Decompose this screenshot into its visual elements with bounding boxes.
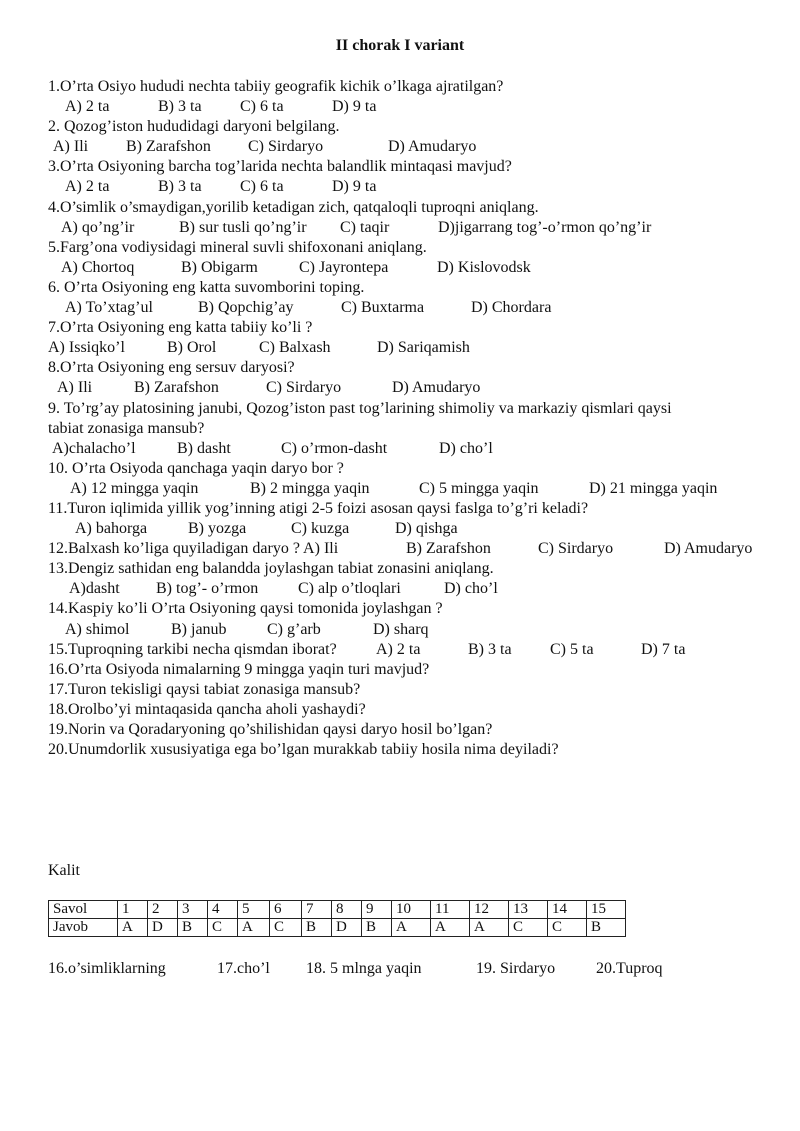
option-c: C) alp o’tloqlari <box>298 580 401 598</box>
option-d: D) Amudaryo <box>664 540 753 558</box>
option-c: C) Jayrontepa <box>299 258 389 276</box>
key-cell: C <box>548 919 587 937</box>
question-9: 9. To’rg’ay platosining janubi, Qozog’iston past tog’larining shimoliy va markaziy qismlari qaysi <box>48 399 672 417</box>
option-b: B) Zarafshon <box>134 379 219 397</box>
option-b: B) 3 ta <box>158 98 202 116</box>
key-cell: D <box>148 919 178 937</box>
key-cell: 3 <box>178 901 208 919</box>
key-row-questions <box>49 901 626 919</box>
option-d: D) cho’l <box>444 580 498 598</box>
page-title: II chorak I variant <box>335 37 465 54</box>
question-19: 19.Norin va Qoradaryoning qo’shilishidan qaysi daryo hosil bo’lgan? <box>48 721 493 738</box>
option-a: A) bahorga <box>75 520 148 538</box>
question-20: 20.Unumdorlik xususiyatiga ega bo’lgan murakkab tabiiy hosila nima deyiladi? <box>48 741 559 759</box>
option-a: A) Issiqko’l <box>48 339 125 357</box>
option-d: D) cho’l <box>439 439 493 457</box>
option-d: D) qishga <box>395 520 458 538</box>
key-cell: A <box>238 919 270 937</box>
option-c: C) 6 ta <box>240 178 284 196</box>
option-d: D) sharq <box>373 620 429 638</box>
question-17: 17.Turon tekisligi qaysi tabiat zonasiga mansub? <box>48 680 361 698</box>
option-c: C) Balxash <box>259 339 331 357</box>
question-9-options <box>48 439 788 459</box>
option-d: D) Kislovodsk <box>437 258 531 276</box>
question-6-options <box>48 298 788 318</box>
question-5: 5.Farg’ona vodiysidagi mineral suvli shifoxonani aniqlang. <box>48 238 427 256</box>
answer-key-table <box>48 900 626 937</box>
option-c: C) Sirdaryo <box>538 540 614 558</box>
option-b: B) sur tusli qo’ng’ir <box>179 218 307 236</box>
question-8: 8.O’rta Osiyoning eng sersuv daryosi? <box>48 359 295 377</box>
question-3-options <box>48 177 788 197</box>
option-d: D) Sariqamish <box>377 339 470 357</box>
key-cell: 5 <box>238 901 270 919</box>
option-a: A) 2 ta <box>65 178 110 196</box>
key-cell: A <box>470 919 509 937</box>
key-cell: B <box>587 919 626 937</box>
question-4: 4.O’simlik o’smaydigan,yorilib ketadigan zich, qatqaloqli tuproqni aniqlang. <box>48 198 539 216</box>
option-a: A) Chortoq <box>61 258 135 276</box>
option-c: C) o’rmon-dasht <box>281 439 388 457</box>
open-answer-16: 16.o’simliklarning <box>48 960 166 977</box>
key-cell: 9 <box>362 901 392 919</box>
question-1-options <box>48 97 788 117</box>
question-10-options <box>48 479 788 499</box>
question-15-text: 15.Tuproqning tarkibi necha qismdan iborat? <box>48 640 337 658</box>
key-cell: 10 <box>392 901 431 919</box>
option-a: A) 2 ta <box>65 98 110 116</box>
option-c: C) Buxtarma <box>341 299 425 317</box>
key-cell: 2 <box>148 901 178 919</box>
key-row-answers <box>49 919 626 937</box>
option-d: D)jigarrang tog’-o’rmon qo’ng’ir <box>438 218 652 236</box>
key-cell: B <box>302 919 332 937</box>
key-cell: 4 <box>208 901 238 919</box>
key-cell: 7 <box>302 901 332 919</box>
question-18: 18.Orolbo’yi mintaqasida qancha aholi yashaydi? <box>48 700 366 718</box>
option-a: A) Ili <box>53 138 89 156</box>
option-c: C) Sirdaryo <box>266 379 342 397</box>
key-cell: D <box>332 919 362 937</box>
option-c: C) taqir <box>340 218 390 236</box>
open-answer-18: 18. 5 mlnga yaqin <box>306 960 422 977</box>
key-cell: 8 <box>332 901 362 919</box>
option-b: B) dasht <box>177 439 231 457</box>
question-6: 6. O’rta Osiyoning eng katta suvomborini toping. <box>48 278 365 296</box>
option-c: C) 5 mingga yaqin <box>419 479 539 497</box>
key-cell: 11 <box>431 901 470 919</box>
option-a: A) shimol <box>65 620 130 638</box>
option-b: B) yozga <box>188 520 247 538</box>
option-c: C) Sirdaryo <box>248 138 324 156</box>
answer-key-label: Kalit <box>48 862 80 879</box>
option-d: D) Amudaryo <box>388 138 477 156</box>
question-9-cont: tabiat zonasiga mansub? <box>48 419 205 437</box>
open-answer-20: 20.Tuproq <box>596 960 663 977</box>
question-11: 11.Turon iqlimida yillik yog’inning atigi 2-5 foizi asosan qaysi faslga to’g’ri keladi? <box>48 499 589 517</box>
question-16: 16.O’rta Osiyoda nimalarning 9 mingga yaqin turi mavjud? <box>48 660 430 678</box>
question-list <box>48 77 788 760</box>
option-b: B) Orol <box>167 339 217 357</box>
option-b: B) 3 ta <box>468 640 512 658</box>
key-cell: 13 <box>509 901 548 919</box>
question-2-options <box>48 137 788 157</box>
option-a: A)dasht <box>69 580 120 598</box>
option-c: C) 5 ta <box>550 640 594 658</box>
option-b: B) janub <box>171 620 227 638</box>
option-a: A) qo’ng’ir <box>61 218 135 236</box>
open-answers <box>48 960 788 978</box>
open-answer-19: 19. Sirdaryo <box>476 960 556 977</box>
question-14-options <box>48 620 788 640</box>
option-b: B) Obigarm <box>181 258 258 276</box>
option-b: B) Zarafshon <box>126 138 211 156</box>
question-13: 13.Dengiz sathidan eng balandda joylashgan tabiat zonasini aniqlang. <box>48 560 494 578</box>
question-7-options <box>48 338 788 358</box>
option-a: A) To’xtag’ul <box>65 299 153 317</box>
option-c: C) 6 ta <box>240 98 284 116</box>
key-cell: 1 <box>118 901 148 919</box>
key-cell: C <box>208 919 238 937</box>
option-d: D) 9 ta <box>332 98 377 116</box>
question-13-options <box>48 579 788 599</box>
question-12-text: 12.Balxash ko’liga quyiladigan daryo ? A) Ili <box>48 540 339 558</box>
key-cell: A <box>431 919 470 937</box>
option-b: B) tog’- o’rmon <box>156 580 259 598</box>
question-8-options <box>48 378 788 398</box>
option-d: D) Chordara <box>471 299 552 317</box>
key-cell: A <box>392 919 431 937</box>
key-cell: 14 <box>548 901 587 919</box>
option-a: A)chalacho’l <box>52 439 136 457</box>
open-answer-17: 17.cho’l <box>217 960 270 977</box>
key-cell: 12 <box>470 901 509 919</box>
option-d: D) 7 ta <box>641 640 686 658</box>
option-a: A) Ili <box>57 379 93 397</box>
key-cell: C <box>270 919 302 937</box>
option-b: B) 2 mingga yaqin <box>250 479 370 497</box>
question-5-options <box>48 258 788 278</box>
key-cell: B <box>178 919 208 937</box>
option-b: B) Zarafshon <box>406 540 491 558</box>
question-7: 7.O’rta Osiyoning eng katta tabiiy ko’li ? <box>48 319 313 337</box>
key-cell: 6 <box>270 901 302 919</box>
question-15 <box>48 640 788 660</box>
question-1: 1.O’rta Osiyo hududi nechta tabiiy geografik kichik o’lkaga ajratilgan? <box>48 78 504 95</box>
question-2: 2. Qozog’iston hududidagi daryoni belgilang. <box>48 118 340 136</box>
option-c: C) kuzga <box>291 520 350 538</box>
option-d: D) Amudaryo <box>392 379 481 397</box>
question-14: 14.Kaspiy ko’li O’rta Osiyoning qaysi tomonida joylashgan ? <box>48 600 443 618</box>
question-11-options <box>48 519 788 539</box>
question-10: 10. O’rta Osiyoda qanchaga yaqin daryo bor ? <box>48 459 344 477</box>
question-4-options <box>48 218 788 238</box>
question-12 <box>48 539 788 559</box>
option-d: D) 9 ta <box>332 178 377 196</box>
option-a: A) 2 ta <box>376 640 421 658</box>
option-c: C) g’arb <box>267 620 321 638</box>
question-3: 3.O’rta Osiyoning barcha tog’larida nechta balandlik mintaqasi mavjud? <box>48 158 512 176</box>
key-row-header: Javob <box>49 919 118 937</box>
key-cell: B <box>362 919 392 937</box>
option-a: A) 12 mingga yaqin <box>70 479 199 497</box>
option-d: D) 21 mingga yaqin <box>589 479 718 497</box>
key-cell: C <box>509 919 548 937</box>
key-cell: 15 <box>587 901 626 919</box>
key-cell: A <box>118 919 148 937</box>
option-b: B) Qopchig’ay <box>198 299 294 317</box>
option-b: B) 3 ta <box>158 178 202 196</box>
key-row-header: Savol <box>49 901 118 919</box>
